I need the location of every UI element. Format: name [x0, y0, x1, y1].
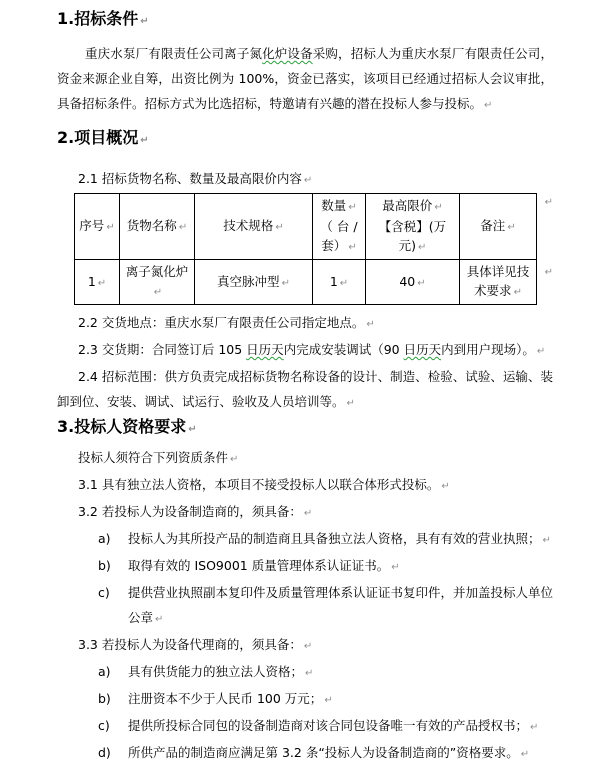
- section-3-heading-text: 3.投标人资格要求: [57, 417, 187, 436]
- cell-price-text: 40: [399, 273, 416, 289]
- cell-qty-text: 1: [329, 273, 338, 289]
- paragraph-mark: ↵: [536, 346, 546, 357]
- paragraph-mark: ↵: [275, 222, 284, 233]
- paragraph-mark: ↵: [348, 202, 357, 213]
- paragraph-mark: ↵: [418, 242, 427, 253]
- list-marker: a): [98, 531, 111, 546]
- list-item-3-2-a: [57, 526, 553, 553]
- spellcheck-underline: 日历天: [403, 342, 442, 357]
- paragraph-mark: ↵: [366, 319, 375, 330]
- list-marker: a): [98, 664, 111, 679]
- cell-note-text1: 具体详见技: [466, 264, 530, 279]
- section-3-intro-text: 投标人须符合下列资质条件: [78, 450, 229, 465]
- cell-no-text: 1: [87, 273, 96, 289]
- list-text: 提供营业执照副本复印件及质量管理体系认证证书复印件，并加盖投标人单位公章: [128, 585, 554, 625]
- header-cell-name: [120, 194, 195, 260]
- paragraph-mark: ↵: [513, 287, 522, 298]
- header-qty-text1: 数量: [321, 198, 347, 213]
- paragraph-mark: ↵: [140, 135, 149, 146]
- section-1-heading: [57, 8, 553, 33]
- clause-2-1-text: 2.1 招标货物名称、数量及最高限价内容: [78, 171, 302, 186]
- list-item-3-2-b: [57, 553, 553, 580]
- list-item-text: [128, 740, 553, 767]
- clause-3-3: [57, 632, 553, 659]
- paragraph-mark: ↵: [106, 222, 115, 233]
- section-3-heading: [57, 416, 553, 441]
- list-marker: b): [98, 558, 111, 573]
- intro-text: 重庆水泵厂有限责任公司离子氮: [85, 46, 263, 61]
- cell-note-text2: 术要求: [474, 283, 512, 298]
- header-cell-note: [460, 194, 537, 260]
- cell-qty: [313, 260, 366, 305]
- header-price-line2: [367, 217, 458, 257]
- list-item-text: [128, 526, 553, 553]
- header-cell-no: [75, 194, 120, 260]
- section-3-intro: [57, 445, 553, 472]
- clause-3-2-text: 3.2 若投标人为设备制造商的，须具备：: [78, 504, 302, 519]
- paragraph-mark: ↵: [434, 202, 443, 213]
- section-1-heading-text: 1.招标条件: [57, 9, 139, 28]
- list-text: 所供产品的制造商应满足第 3.2 条“投标人为设备制造商的”资格要求。: [128, 745, 519, 760]
- paragraph-mark: ↵: [520, 749, 530, 760]
- paragraph-mark: ↵: [339, 277, 349, 289]
- list-item-3-3-b: [57, 686, 553, 713]
- header-price-text2: 【含税】(万元): [378, 219, 447, 253]
- cell-name: [120, 260, 195, 305]
- header-qty-text2: （ 台 /: [320, 219, 358, 234]
- clause-2-3-text: 内到用户现场）。: [441, 342, 535, 357]
- table-header-row: [75, 194, 537, 260]
- spellcheck-underline: 日历天: [246, 342, 284, 357]
- paragraph-mark: ↵: [303, 175, 313, 186]
- header-name-text: 货物名称: [126, 218, 177, 233]
- paragraph-mark: ↵: [542, 535, 551, 546]
- list-item-text: [128, 713, 553, 740]
- list-item-text: [128, 686, 553, 713]
- clause-2-2: [57, 310, 553, 337]
- clause-2-4-text: 2.4 招标范围：供方负责完成招标货物名称设备的设计、制造、检验、试验、运输、装卸到位、安装、调试、试运行、验收及人员培训等。: [57, 369, 553, 409]
- row-end-mark: ↵: [544, 267, 553, 278]
- paragraph-mark: ↵: [441, 481, 450, 492]
- list-item-3-2-c: [57, 580, 553, 632]
- header-qty-line3: [314, 236, 364, 257]
- paragraph-mark: ↵: [391, 562, 400, 573]
- header-qty-line1: [314, 196, 364, 217]
- list-marker: b): [98, 691, 111, 706]
- clause-3-1: [57, 472, 553, 499]
- list-item-3-3-d: [57, 740, 553, 767]
- paragraph-mark: ↵: [324, 695, 333, 706]
- paragraph-mark: ↵: [348, 242, 357, 253]
- clause-2-3-text: 2.3 交货期：合同签订后 105: [78, 342, 247, 357]
- cell-spec: [195, 260, 313, 305]
- clause-2-2-text: 2.2 交货地点：重庆水泵厂有限责任公司指定地点。: [78, 315, 365, 330]
- header-cell-price: [366, 194, 460, 260]
- clause-2-1: [57, 166, 553, 193]
- header-price-line1: [367, 196, 458, 217]
- header-no-text: 序号: [79, 218, 105, 233]
- paragraph-mark: ↵: [230, 454, 239, 465]
- cell-name-text: 离子氮化炉: [125, 264, 189, 279]
- paragraph-mark: ↵: [530, 722, 539, 733]
- list-marker: d): [98, 745, 111, 760]
- list-item-text: [128, 659, 553, 686]
- spellcheck-underline: 化炉设备: [262, 46, 313, 61]
- goods-table-wrapper: [74, 193, 553, 305]
- paragraph-mark: ↵: [281, 277, 290, 289]
- header-spec-text: 技术规格: [223, 218, 274, 233]
- paragraph-mark: ↵: [417, 277, 426, 289]
- header-note-text: 备注: [480, 218, 506, 233]
- list-marker: c): [98, 718, 110, 733]
- list-item-3-3-c: [57, 713, 553, 740]
- section-2-heading: [57, 127, 553, 152]
- paragraph-mark: ↵: [153, 287, 163, 298]
- header-cell-spec: [195, 194, 313, 260]
- cell-no: [75, 260, 120, 305]
- paragraph-mark: ↵: [346, 398, 355, 409]
- paragraph-mark: ↵: [188, 424, 197, 435]
- cell-price: [366, 260, 460, 305]
- list-text: 注册资本不少于人民币 100 万元；: [128, 691, 323, 706]
- list-text: 投标人为其所投产品的制造商且具备独立法人资格，具有有效的营业执照；: [128, 531, 541, 546]
- goods-table: [74, 193, 537, 305]
- clause-3-1-text: 3.1 具有独立法人资格，本项目不接受投标人以联合体形式投标。: [78, 477, 440, 492]
- paragraph-mark: ↵: [305, 668, 314, 679]
- section-2-heading-text: 2.项目概况: [57, 128, 139, 147]
- list-item-3-3-a: [57, 659, 553, 686]
- section-1-paragraph: [57, 41, 553, 118]
- cell-note: [460, 260, 537, 305]
- paragraph-mark: ↵: [178, 222, 188, 233]
- clause-3-3-text: 3.3 若投标人为设备代理商的，须具备：: [78, 637, 302, 652]
- clause-2-3-text: 内完成安装调试（90: [283, 342, 404, 357]
- clause-3-2: [57, 499, 553, 526]
- intro-text: 采购，招标人为重庆水泵厂有限责任公司，资金来源企业自筹，出资比例为 100%，资金已落实，该项目已经通过招标人会议审批，具备招标条件。招标方式为比选招标，特邀请有兴趣的潜在投标人参与投标。: [57, 46, 553, 111]
- cell-spec-text: 真空脉冲型: [217, 273, 280, 289]
- header-qty-line2: [314, 217, 364, 236]
- clause-2-4: [57, 364, 553, 416]
- header-cell-qty: [313, 194, 366, 260]
- row-end-mark: ↵: [544, 197, 553, 208]
- list-text: 提供所投标合同包的设备制造商对该合同包设备唯一有效的产品授权书；: [128, 718, 529, 733]
- list-item-text: [128, 580, 553, 632]
- paragraph-mark: ↵: [303, 641, 313, 652]
- cell-note-line1: [461, 262, 535, 281]
- list-item-text: [128, 553, 553, 580]
- paragraph-mark: ↵: [155, 614, 164, 625]
- list-text: 取得有效的 ISO9001 质量管理体系认证证书。: [128, 558, 390, 573]
- cell-note-line2: [461, 281, 535, 302]
- paragraph-mark: ↵: [97, 277, 107, 289]
- table-data-row: [75, 260, 537, 305]
- paragraph-mark: ↵: [303, 508, 313, 519]
- paragraph-mark: ↵: [140, 16, 149, 27]
- header-qty-text3: 套）: [321, 238, 347, 253]
- header-price-text1: 最高限价: [382, 198, 433, 213]
- paragraph-mark: ↵: [507, 222, 516, 233]
- list-marker: c): [98, 585, 110, 600]
- paragraph-mark: ↵: [484, 100, 493, 111]
- clause-2-3: [57, 337, 553, 364]
- list-text: 具有供货能力的独立法人资格；: [128, 664, 304, 679]
